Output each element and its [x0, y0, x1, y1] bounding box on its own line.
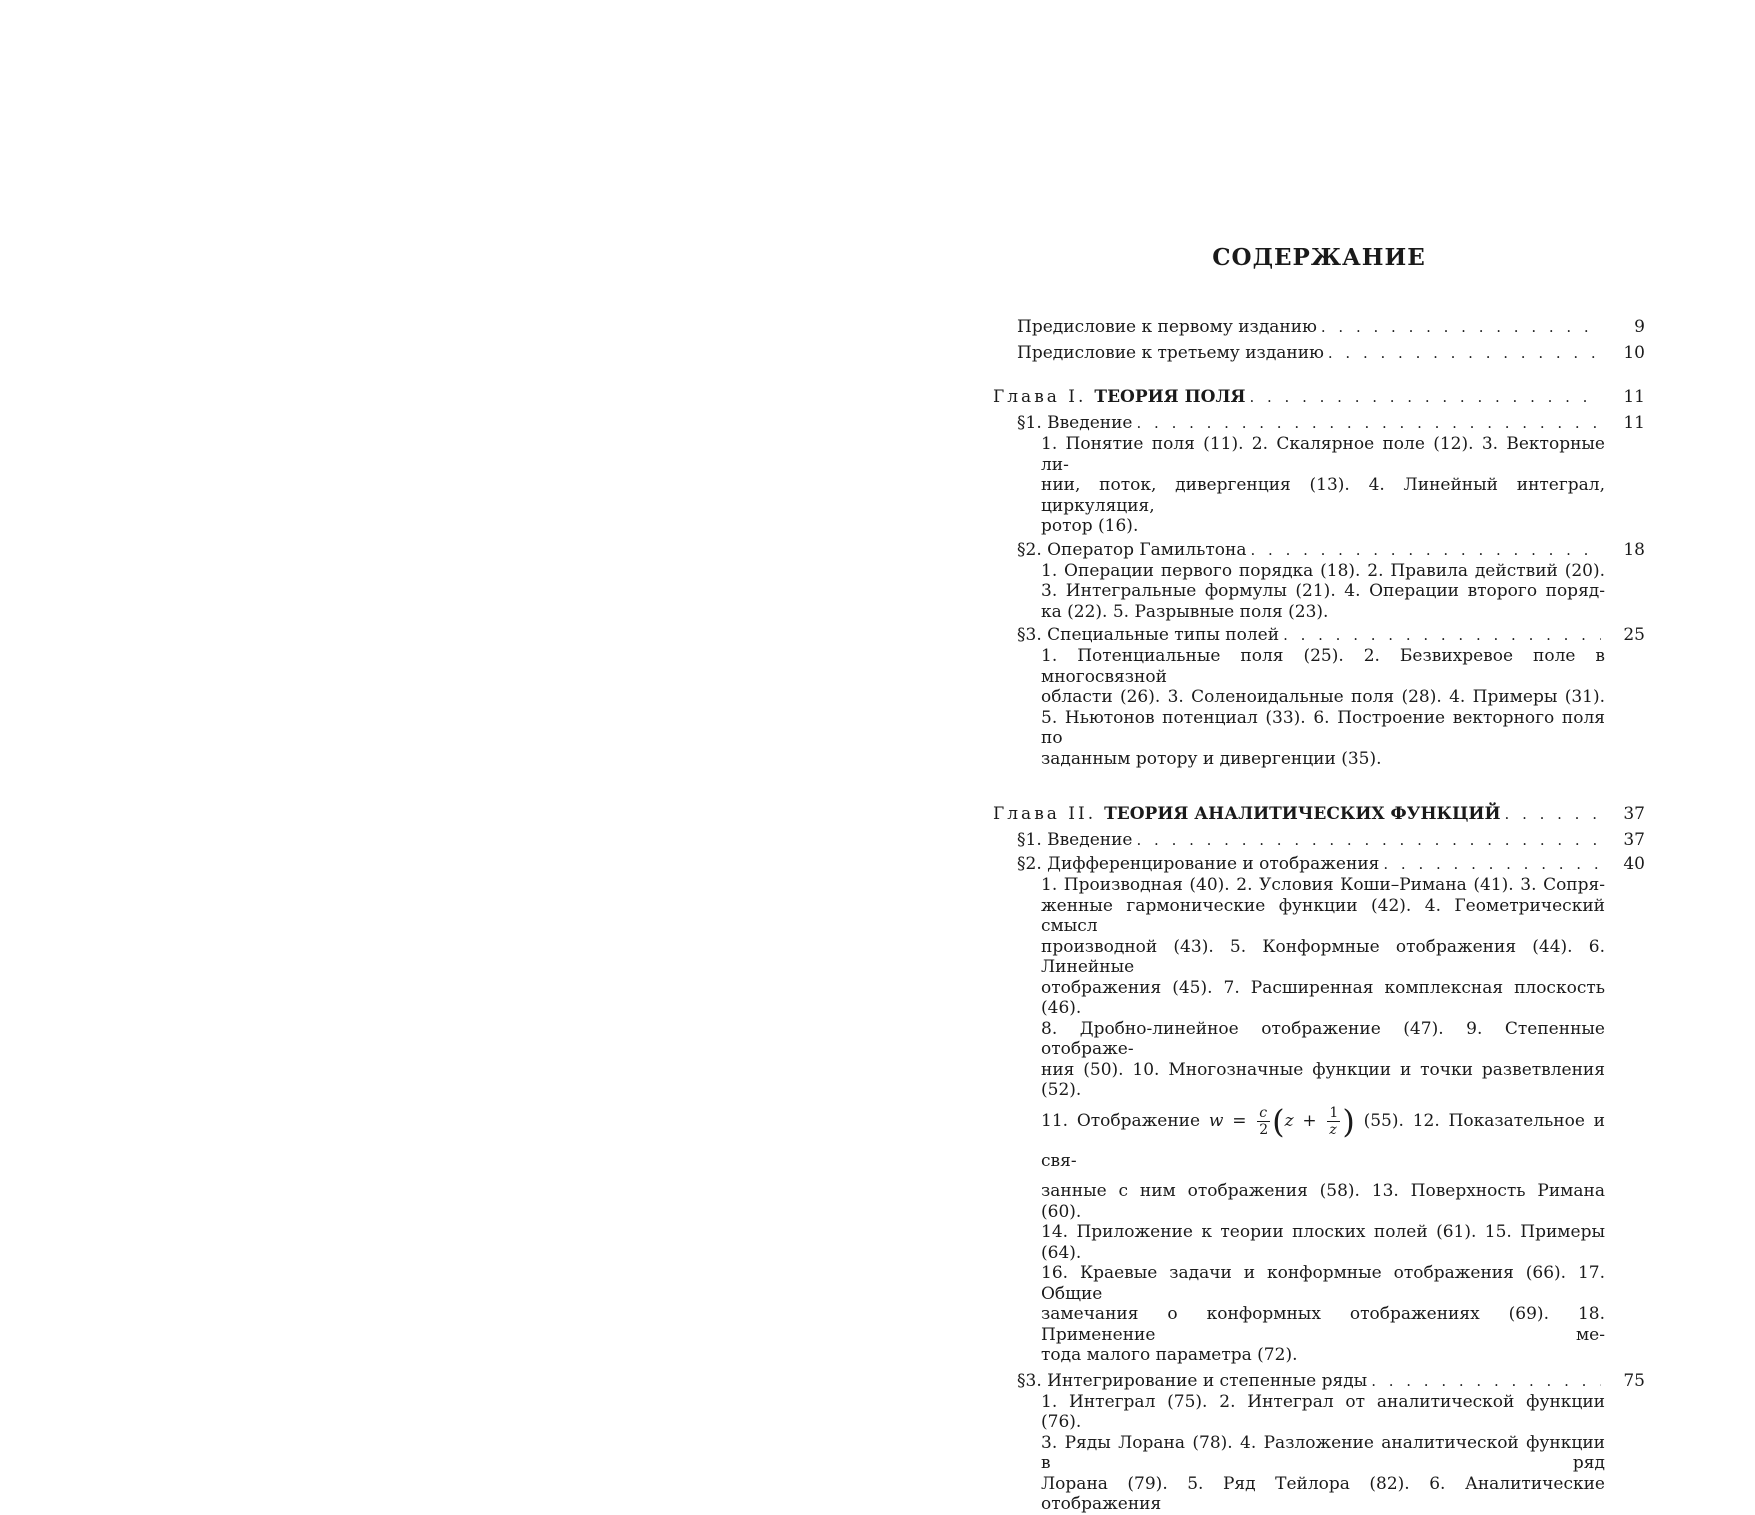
description-line: ния (50). 10. Многозначные функции и точки разветвления (52).: [1041, 1059, 1605, 1100]
formula-line: [1041, 1101, 1605, 1182]
description-line: 1. Понятие поля (11). 2. Скалярное поле (12). 3. Векторные ли-: [1041, 434, 1605, 475]
description-line: заданным ротору и дивергенции (35).: [1041, 748, 1382, 769]
section-label: §2. Оператор Гамильтона: [1017, 539, 1247, 560]
page-number: 9: [1634, 317, 1645, 337]
description-line: женные гармонические функции (42). 4. Геометрический смысл: [1041, 895, 1605, 936]
math-equals: =: [1232, 1110, 1247, 1131]
page-number: 11: [1623, 387, 1645, 407]
description-line: производной (43). 5. Конформные отображения (44). 6. Линейные: [1041, 936, 1605, 977]
fraction-denominator: 2: [1259, 1121, 1269, 1138]
description-line: 1. Производная (40). 2. Условия Коши–Римана (41). 3. Сопря-: [1041, 875, 1605, 895]
preface-entry-1: [1017, 316, 1645, 338]
leader-dots: [1283, 624, 1601, 646]
leader-dots: [1383, 853, 1601, 875]
page-number: 25: [1623, 625, 1645, 645]
section-entry: [1017, 624, 1645, 646]
formula-prefix: 11. Отображение: [1041, 1110, 1201, 1131]
section-label: §3. Специальные типы полей: [1017, 625, 1280, 645]
fraction-c-over-2: [1257, 1105, 1270, 1138]
leader-dots: [1321, 316, 1601, 338]
toc-title: СОДЕРЖАНИЕ: [1212, 244, 1426, 271]
section-description: [1041, 434, 1605, 537]
description-line: 8. Дробно-линейное отображение (47). 9. Степенные отображе-: [1041, 1018, 1605, 1059]
description-line: области (26). 3. Соленоидальные поля (28). 4. Примеры (31).: [1041, 687, 1605, 707]
right-paren: ): [1342, 1102, 1355, 1140]
math-plus: +: [1302, 1110, 1317, 1131]
page-number: 10: [1623, 343, 1645, 363]
math-variable-z: z: [1284, 1110, 1294, 1131]
description-line: 1. Операции первого порядка (18). 2. Правила действий (20).: [1041, 560, 1605, 581]
page-number: 18: [1623, 539, 1645, 560]
section-entry: [1017, 1370, 1645, 1392]
description-line: Лорана (79). 5. Ряд Тейлора (82). 6. Аналитические отображения: [1041, 1473, 1605, 1514]
chapter-entry-2: [993, 803, 1645, 825]
description-line: ротор (16).: [1041, 516, 1139, 536]
section-label: §1. Введение: [1017, 413, 1133, 433]
section-label: §1. Введение: [1017, 830, 1133, 850]
description-line: 1. Интеграл (75). 2. Интеграл от аналитической функции (76).: [1041, 1391, 1605, 1432]
leader-dots: [1249, 386, 1601, 408]
description-line: тода малого параметра (72).: [1041, 1345, 1298, 1365]
leader-dots: [1328, 342, 1601, 364]
section-description: [1041, 875, 1605, 1366]
fraction-denominator: z: [1329, 1121, 1337, 1138]
chapter-word: Глава I.: [993, 387, 1087, 407]
left-paren: (: [1272, 1102, 1285, 1140]
chapter-title: ТЕОРИЯ АНАЛИТИЧЕСКИХ ФУНКЦИЙ: [1104, 804, 1501, 824]
preface-entry-2: [1017, 342, 1645, 364]
chapter-heading: [993, 386, 1245, 408]
leader-dots: [1371, 1370, 1601, 1392]
section-label: §3. Интегрирование и степенные ряды: [1017, 1370, 1368, 1391]
description-line: 1. Потенциальные поля (25). 2. Безвихревое поле в многосвязной: [1041, 646, 1605, 687]
formula-suffix: (55). 12. Показательное и свя-: [1041, 1110, 1605, 1171]
section-description: [1041, 646, 1605, 769]
section-entry: [1017, 829, 1645, 851]
chapter-heading: [993, 803, 1501, 825]
description-line: занные с ним отображения (58). 13. Поверхность Римана (60).: [1041, 1181, 1605, 1222]
chapter-title: ТЕОРИЯ ПОЛЯ: [1094, 387, 1246, 407]
chapter-entry-1: [993, 386, 1645, 408]
page-number: 40: [1623, 854, 1645, 874]
page-number: 75: [1623, 1370, 1645, 1391]
leader-dots: [1137, 829, 1602, 851]
page-number: 37: [1623, 804, 1645, 824]
leader-dots: [1137, 412, 1602, 434]
leader-dots: [1251, 539, 1602, 561]
description-line: нии, поток, дивергенция (13). 4. Линейный интеграл, циркуляция,: [1041, 475, 1605, 516]
table-of-contents: [993, 316, 1645, 1515]
section-entry: [1017, 412, 1645, 434]
preface-label: Предисловие к третьему изданию: [1017, 343, 1324, 363]
page-number: 11: [1623, 413, 1645, 433]
description-line: отображения (45). 7. Расширенная комплексная плоскость (46).: [1041, 977, 1605, 1018]
leader-dots: [1505, 803, 1601, 825]
description-line: 14. Приложение к теории плоских полей (61). 15. Примеры (64).: [1041, 1222, 1605, 1263]
description-line: 5. Ньютонов потенциал (33). 6. Построение векторного поля по: [1041, 707, 1605, 748]
section-label: §2. Дифференцирование и отображения: [1017, 854, 1380, 874]
section-entry: [1017, 853, 1645, 875]
fraction-numerator: 1: [1329, 1104, 1339, 1121]
description-line: 3. Интегральные формулы (21). 4. Операции второго поряд-: [1041, 581, 1605, 601]
description-line: ка (22). 5. Разрывные поля (23).: [1041, 601, 1329, 622]
description-line: 16. Краевые задачи и конформные отображения (66). 17. Общие: [1041, 1263, 1605, 1304]
fraction-numerator: c: [1257, 1105, 1270, 1122]
chapter-word: Глава II.: [993, 804, 1097, 824]
section-entry: [1017, 539, 1645, 561]
fraction-1-over-z: [1327, 1105, 1340, 1138]
page-number: 37: [1623, 830, 1645, 850]
description-line: 3. Ряды Лорана (78). 4. Разложение аналитической функции в ряд: [1041, 1432, 1605, 1473]
description-line: замечания о конформных отображениях (69). 18. Применение ме-: [1041, 1304, 1605, 1345]
preface-label: Предисловие к первому изданию: [1017, 317, 1317, 337]
math-variable-w: w: [1208, 1110, 1224, 1131]
section-description: [1041, 1392, 1605, 1515]
section-description: [1041, 561, 1605, 623]
